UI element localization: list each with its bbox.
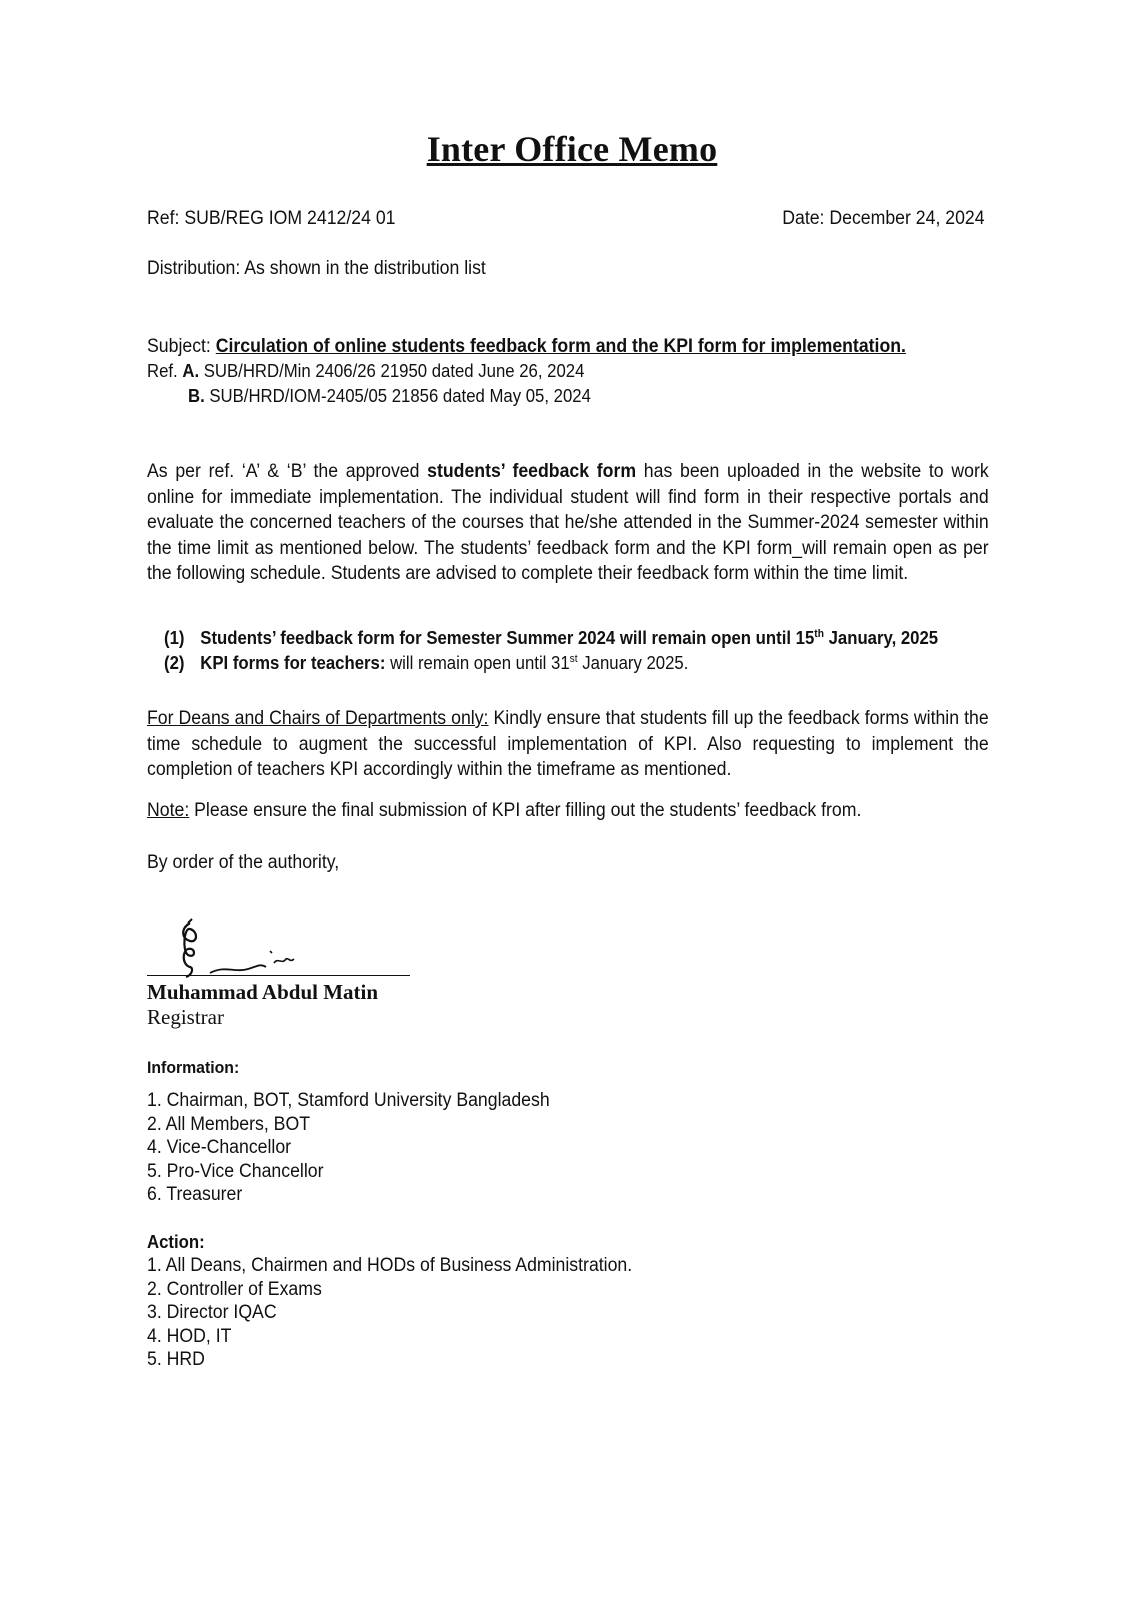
- deans-text: Kindly ensure that students fill up the feedback forms within the time schedule to augment the successful implementation of KPI. Also requesting to implement the completion of teachers KPI accordingly within the timeframe as mentioned.: [147, 708, 989, 781]
- body-paragraph: [147, 459, 989, 587]
- ref-b-text: SUB/HRD/IOM-2405/05 21856 dated May 05, 2024: [204, 386, 591, 406]
- ref-b-key: B.: [188, 386, 205, 406]
- ref-a-text: SUB/HRD/Min 2406/26 21950 dated June 26, 2024: [199, 361, 585, 381]
- note-line: [147, 798, 861, 823]
- action-list: [147, 1254, 632, 1372]
- information-item: 4. Vice-Chancellor: [147, 1137, 292, 1158]
- schedule-item-2: [164, 651, 688, 676]
- schedule-2-end: January 2025.: [577, 653, 689, 673]
- action-heading: Action:: [147, 1232, 205, 1252]
- body-bold: students’ feedback form: [427, 461, 637, 482]
- deans-paragraph: [147, 706, 989, 783]
- action-item: 4. HOD, IT: [147, 1325, 232, 1347]
- action-item: 1. All Deans, Chairmen and HODs of Business Administration.: [147, 1255, 633, 1276]
- deans-label: For Deans and Chairs of Departments only:: [147, 708, 489, 729]
- information-item: 1. Chairman, BOT, Stamford University Bangladesh: [147, 1090, 550, 1111]
- schedule-2-num: (2): [164, 653, 185, 673]
- memo-subject: [147, 334, 906, 359]
- signature-line: [147, 975, 410, 976]
- body-post: has been uploaded in the website to work online for immediate implementation. The individual student will find form in their respective portals and evaluate the concerned teachers of the courses that he/she attended in the Summer-2024 semester within the time limit as mentioned below. The students’ feedback form and the KPI form_will remain open as per the following schedule. Students are advised to complete their feedback form within the time limit.: [147, 461, 989, 585]
- reference-a: [147, 359, 584, 384]
- action-item: 2. Controller of Exams: [147, 1278, 322, 1300]
- information-item: 2. All Members, BOT: [147, 1113, 311, 1135]
- schedule-1-sup: th: [814, 628, 824, 640]
- note-label: Note:: [147, 800, 190, 821]
- reference-b: [188, 384, 591, 409]
- memo-date: Date: December 24, 2024: [782, 208, 985, 229]
- subject-text: Circulation of online students feedback form and the KPI form for implementation.: [215, 336, 906, 357]
- memo-ref: Ref: SUB/REG IOM 2412/24 01: [147, 208, 396, 229]
- action-item: 5. HRD: [147, 1349, 205, 1370]
- ref-a-key: A.: [182, 361, 200, 381]
- subject-label: Subject:: [147, 336, 216, 357]
- schedule-2-text: will remain open until 31: [385, 653, 570, 673]
- information-heading: Information:: [147, 1058, 240, 1077]
- action-item: 3. Director IQAC: [147, 1302, 277, 1323]
- body-pre: As per ref. ‘A’ & ‘B’ the approved: [147, 461, 428, 482]
- schedule-1-end: January, 2025: [823, 628, 939, 648]
- memo-title: Inter Office Memo: [426, 129, 718, 169]
- schedule-2-bold: KPI forms for teachers:: [200, 653, 386, 673]
- signature-icon: [170, 915, 310, 980]
- signer-name: Muhammad Abdul Matin: [147, 980, 379, 1004]
- schedule-item-1: [164, 626, 938, 651]
- note-text: Please ensure the final submission of KPI after filling out the students’ feedback from.: [189, 800, 862, 821]
- schedule-2-sup: st: [569, 653, 578, 665]
- closing-line: By order of the authority,: [147, 852, 340, 873]
- information-item: 6. Treasurer: [147, 1184, 243, 1205]
- refs-label: Ref.: [147, 361, 183, 381]
- information-item: 5. Pro-Vice Chancellor: [147, 1160, 324, 1182]
- schedule-1-num: (1): [164, 628, 185, 648]
- signer-title: Registrar: [147, 1005, 224, 1029]
- information-list: [147, 1089, 550, 1207]
- schedule-1-text: Students’ feedback form for Semester Summer 2024 will remain open until 15: [200, 628, 815, 648]
- memo-distribution: Distribution: As shown in the distribution list: [147, 258, 486, 279]
